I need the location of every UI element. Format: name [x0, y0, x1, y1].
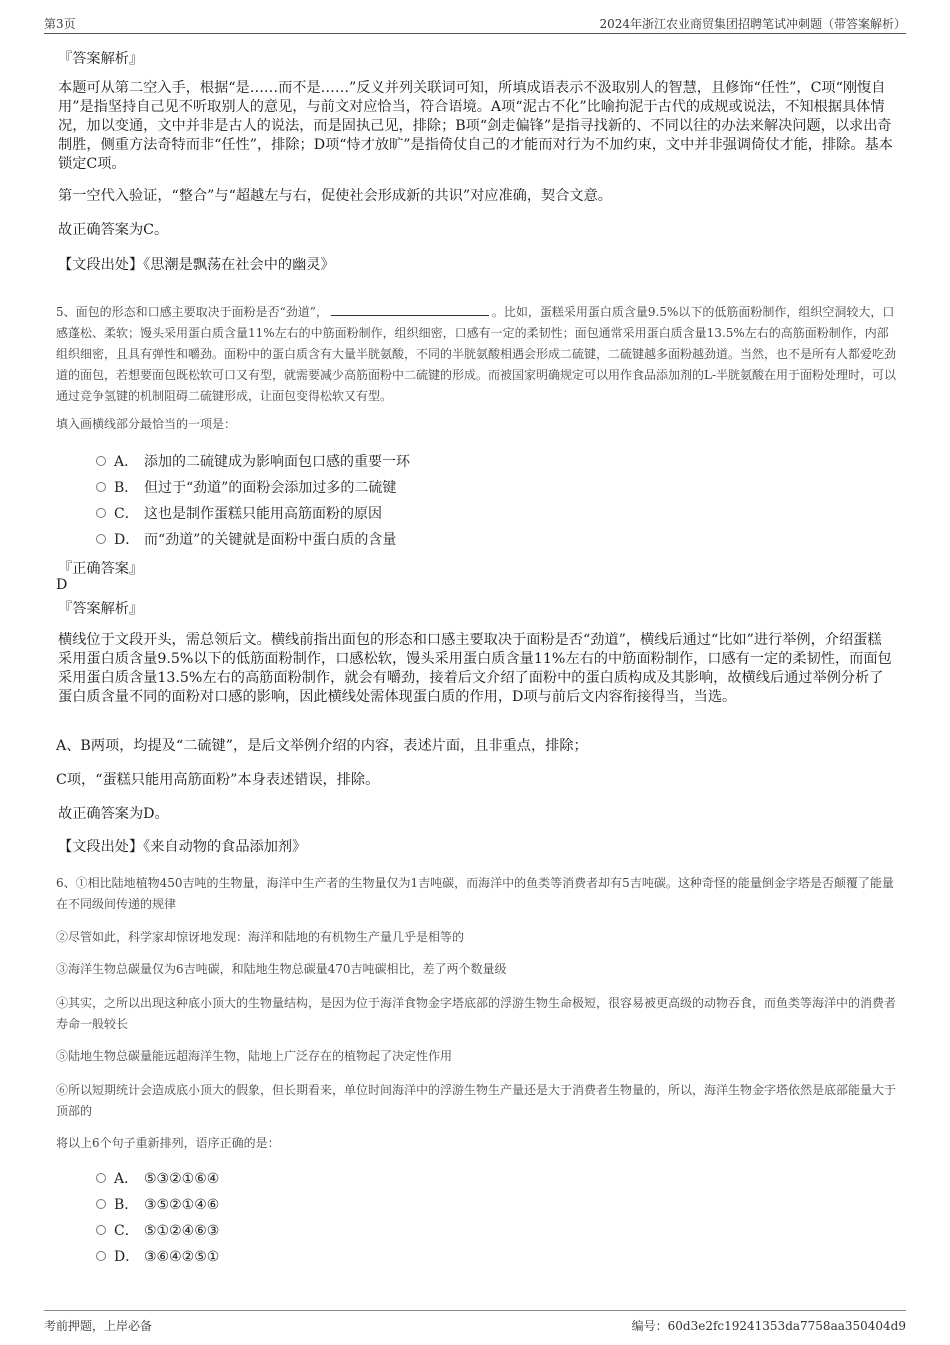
option-text: 而“劲道”的关键就是面粉中蛋白质的含量 [144, 532, 397, 548]
option-letter: B． [114, 1197, 139, 1213]
q6-option-c[interactable] [96, 1221, 219, 1241]
option-letter: B． [114, 480, 139, 496]
q6-sentence-3: ③海洋生物总碳量仅为6吉吨碳，和陆地生物总碳量470吉吨碳相比，差了两个数量级 [56, 962, 507, 976]
q6-sentence-6: ⑥所以短期统计会造成底小顶大的假象，但长期看来，单位时间海洋中的浮游生物生产量还是大于消费者生物量的，所以，海洋生物金字塔依然是底部能量大于顶部的 [56, 1083, 897, 1118]
q5-analysis-paragraph-2: A、B两项，均提及“二硫键”，是后文举例介绍的内容，表述片面，且非重点，排除； [56, 738, 588, 754]
q4-analysis-label: 『答案解析』 [58, 51, 144, 67]
q5-stem-after-blank: 。比如，蛋糕采用蛋白质含量9.5%以下的低筋面粉制作，组织空洞较大，口感蓬松、柔软；馒头采用蛋白质含量11%左右的中筋面粉制作，组织细密，口感有一定的柔韧性；面包通常采用蛋白质含量13.5%左右的高筋面粉制作，内部组织细密，且具有弹性和嚼劲。面粉中的蛋白质含有大量半胱氨酸，不同的半胱氨酸相遇会形成二硫键，二硫键越多面粉越劲道。当然，也不是所有人都爱吃劲道的面包，若想要面包既松软可口又有型，就需要减少高筋面粉中二硫键的形成。而被国家明确规定可以用作食品添加剂的L-半胱氨酸在用于面粉处理时，可以通过竞争氢键的机制阻碍二硫键形成，让面包变得松软又有型。 [56, 305, 897, 403]
q4-analysis-paragraph-3: 故正确答案为C。 [58, 222, 169, 238]
q5-stem-before-blank: 5、面包的形态和口感主要取决于面粉是否“劲道”， [56, 305, 328, 319]
option-text: 添加的二硫键成为影响面包口感的重要一环 [144, 454, 410, 470]
q6-prompt: 将以上6个句子重新排列，语序正确的是： [56, 1136, 280, 1150]
option-letter: A． [114, 454, 139, 470]
radio-icon[interactable] [96, 482, 106, 492]
footer-serial: 编号：60d3e2fc19241353da7758aa350404d9 [631, 1319, 906, 1333]
option-letter: C． [114, 506, 139, 522]
option-letter: D． [114, 1249, 140, 1265]
q5-option-c[interactable] [96, 504, 382, 524]
radio-icon[interactable] [96, 508, 106, 518]
q6-sentence-1: 6、①相比陆地植物450吉吨的生物量，海洋中生产者的生物量仅为1吉吨碳，而海洋中的鱼类等消费者却有5吉吨碳。这种奇怪的能量倒金字塔是否颠覆了能量在不同级间传递的规律 [56, 876, 894, 911]
q5-analysis-paragraph-3: C项，“蛋糕只能用高筋面粉”本身表述错误，排除。 [56, 772, 380, 788]
q4-source: 【文段出处】《思潮是飘荡在社会中的幽灵》 [58, 257, 335, 273]
q6-option-a[interactable] [96, 1169, 219, 1189]
q5-prompt: 填入画横线部分最恰当的一项是： [56, 417, 237, 431]
q5-source: 【文段出处】《来自动物的食品添加剂》 [58, 839, 307, 855]
option-text: ⑤①②④⑥③ [144, 1223, 220, 1239]
option-letter: D． [114, 532, 140, 548]
q5-correct-label: 『正确答案』 [58, 561, 144, 577]
q5-stem [56, 302, 898, 407]
q5-analysis-paragraph-1: 横线位于文段开头，需总领后文。横线前指出面包的形态和口感主要取决于面粉是否“劲道”，横线后通过“比如”进行举例，介绍蛋糕采用蛋白质含量9.5%以下的低筋面粉制作，口感松软，馒头采用蛋白质含量11%左右的中筋面粉制作，口感有一定的柔韧性，而面包采用蛋白质含量13.5%左右的高筋面粉制作，就会有嚼劲，接着后文介绍了面粉中的蛋白质构成及其影响，故横线后通过举例分析了蛋白质含量不同的面粉对口感的影响，因此横线处需体现蛋白质的作用，D项与前后文内容衔接得当，当选。 [58, 632, 892, 705]
document-title: 2024年浙江农业商贸集团招聘笔试冲刺题（带答案解析） [599, 17, 906, 31]
q5-correct-answer: D [56, 577, 68, 593]
q6-sentence-5: ⑤陆地生物总碳量能远超海洋生物，陆地上广泛存在的植物起了决定性作用 [56, 1049, 453, 1063]
q5-option-b[interactable] [96, 478, 396, 498]
q6-sentence-2: ②尽管如此，科学家却惊讶地发现：海洋和陆地的有机物生产量几乎是相等的 [56, 930, 465, 944]
q4-analysis-paragraph-2: 第一空代入验证，“整合”与“超越左与右，促使社会形成新的共识”对应准确，契合文意。 [58, 188, 612, 204]
option-text: ③⑤②①④⑥ [144, 1197, 220, 1213]
q6-option-d[interactable] [96, 1247, 219, 1267]
radio-icon[interactable] [96, 534, 106, 544]
q5-answer-blank [331, 303, 489, 316]
option-text: 这也是制作蛋糕只能用高筋面粉的原因 [144, 506, 382, 522]
q6-option-b[interactable] [96, 1195, 219, 1215]
page-number: 第3页 [44, 17, 76, 31]
option-letter: C． [114, 1223, 139, 1239]
option-letter: A． [114, 1171, 139, 1187]
footer-slogan: 考前押题，上岸必备 [44, 1319, 153, 1333]
q6-sentence-4: ④其实，之所以出现这种底小顶大的生物量结构，是因为位于海洋食物金字塔底部的浮游生物生命极短，很容易被更高级的动物吞食，而鱼类等海洋中的消费者寿命一般较长 [56, 996, 897, 1031]
q5-analysis-paragraph-4: 故正确答案为D。 [58, 806, 169, 822]
option-text: ⑤③②①⑥④ [144, 1171, 220, 1187]
page-footer [44, 1310, 906, 1339]
option-text: 但过于“劲道”的面粉会添加过多的二硫键 [144, 480, 397, 496]
page-header [44, 13, 906, 34]
radio-icon[interactable] [96, 1173, 106, 1183]
radio-icon[interactable] [96, 1199, 106, 1209]
option-text: ③⑥④②⑤① [144, 1249, 220, 1265]
radio-icon[interactable] [96, 1225, 106, 1235]
q4-analysis-paragraph-1: 本题可从第二空入手，根据“是……而不是……”反义并列关联词可知，所填成语表示不汲取别人的智慧，且修饰“任性”，C项“刚愎自用”是指坚持自己见不听取别人的意见，与前文对应恰当，符合语境。A项“泥古不化”比喻拘泥于古代的成规或说法，不知根据具体情况，加以变通，文中并非是古人的说法，而是固执己见，排除；B项“剑走偏锋”是指寻找新的、不同以往的办法来解决问题，以求出奇制胜，侧重方法奇特而非“任性”，排除；D项“恃才放旷”是指倚仗自己的才能而对行为不加约束，文中并非强调倚仗才能，排除。基本锁定C项。 [58, 80, 893, 172]
q5-option-d[interactable] [96, 530, 396, 550]
q5-analysis-label: 『答案解析』 [58, 601, 144, 617]
q5-option-a[interactable] [96, 452, 410, 472]
radio-icon[interactable] [96, 456, 106, 466]
radio-icon[interactable] [96, 1251, 106, 1261]
